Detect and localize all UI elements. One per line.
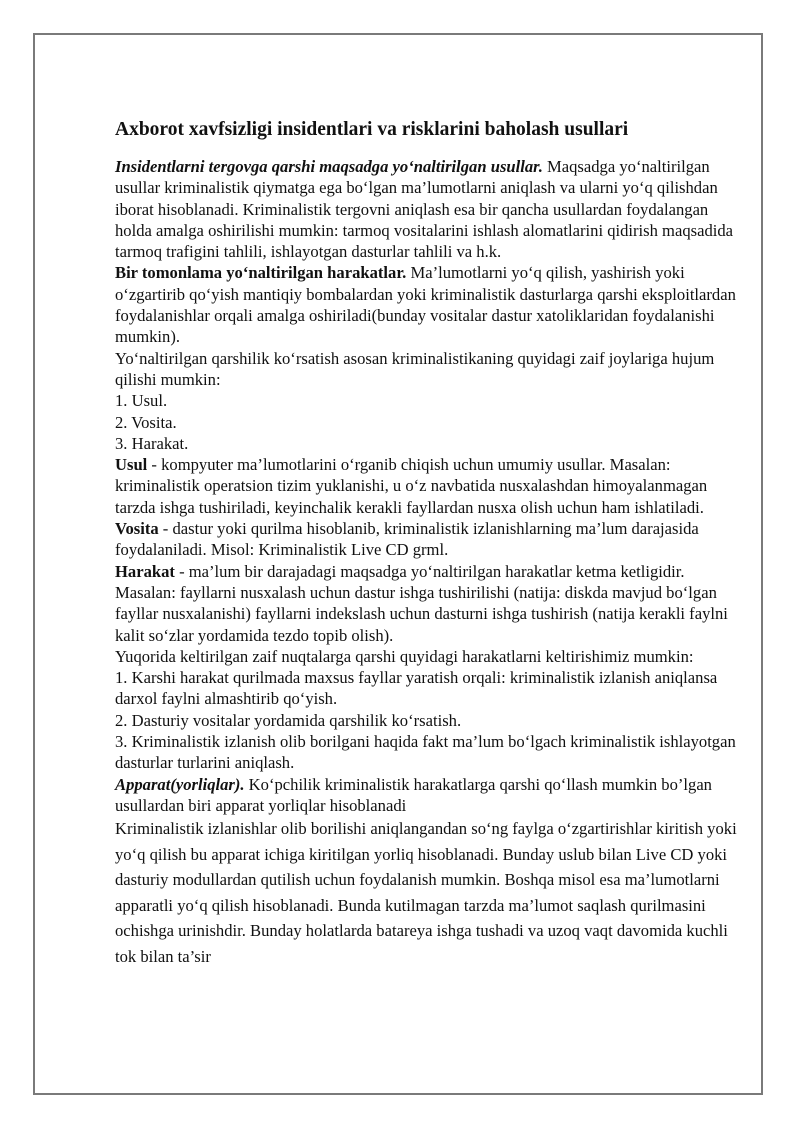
paragraph-weak-points: Yo‘naltirilgan qarshilik ko‘rsatish asosan kriminalistikaning quyidagi zaif joylariga hujum qilishi mumkin:: [115, 348, 715, 389]
document-title: Axborot xavfsizligi insidentlari va risklarini baholash usullari: [115, 119, 629, 140]
paragraph-targeted-methods: [115, 156, 743, 262]
document-text: [115, 156, 743, 969]
list-item: 2. Vosita.: [115, 412, 177, 432]
list-item: 1. Karshi harakat qurilmada maxsus fayllar yaratish orqali: kriminalistik izlanish aniqlansa darxol faylni almashtirib qo‘yish.: [115, 668, 718, 709]
paragraph-usul: [115, 454, 743, 518]
text-usul: - kompyuter ma’lumotlarini o‘rganib chiqish uchun umumiy usullar. Masalan: kriminalistik operatsion tizim yuklanishi, u o‘z navbatida nusxalashdan himoyalanmagan tarzda ishga tushiriladi, keyinchalik kerakli fayllardan nusxa olish uchun ham ishlatiladi.: [115, 455, 708, 517]
heading-one-sided-actions: Bir tomonlama yo‘naltirilgan harakatlar.: [115, 263, 407, 283]
list-item: 3. Harakat.: [115, 433, 189, 453]
paragraph-apparat: [115, 774, 743, 817]
heading-apparat: Apparat(yorliqlar).: [115, 774, 245, 794]
list-item: 1. Usul.: [115, 391, 168, 411]
list-item: 3. Kriminalistik izlanish olib borilgani haqida fakt ma’lum bo‘lgach kriminalistik ishlayotgan dasturlar turlarini aniqlash.: [115, 732, 736, 773]
term-harakat: Harakat: [115, 561, 175, 581]
paragraph-hardware-labels: Kriminalistik izlanishlar olib borilishi aniqlangandan so‘ng faylga o‘zgartirishlar kiritish yoki yo‘q qilish bu apparat ichiga kiritilgan yorliq hisoblanadi. Bunday uslub bilan Live CD yoki dasturiy modullardan qutilish uchun foydalanish mumkin. Boshqa misol esa ma’lumotlarni apparatli yo‘q qilish hisoblanadi. Bunda kutilmagan tarzda ma’lumot saqlash qurilmasini ochishga urinishdir. Bunday holatlarda batareya ishga tushadi va uzoq vaqt davomida kuchli tok bilan ta’sir: [115, 819, 737, 966]
document-body: [115, 118, 743, 969]
paragraph-harakat: [115, 561, 743, 646]
paragraph-one-sided-actions: [115, 262, 743, 347]
paragraph-countermeasures: Yuqorida keltirilgan zaif nuqtalarga qarshi quyidagi harakatlarni keltirishimiz mumkin:: [115, 646, 694, 666]
heading-targeted-methods: Insidentlarni tergovga qarshi maqsadga yo‘naltirilgan usullar.: [115, 157, 543, 176]
term-usul: Usul: [115, 455, 148, 475]
text-apparat: Ko‘pchilik kriminalistik harakatlarga qarshi qo‘llash mumkin bo’lgan usullardan biri apparat yorliqlar hisoblanadi: [115, 774, 712, 815]
term-vosita: Vosita: [115, 519, 159, 539]
list-item: 2. Dasturiy vositalar yordamida qarshilik ko‘rsatish.: [115, 710, 462, 730]
text-one-sided-actions: Ma’lumotlarni yo‘q qilish, yashirish yoki o‘zgartirib qo‘yish mantiqiy bombalardan yoki kriminalistik dasturlarga qarshi eksploitlardan foydalanishlar orqali amalga oshiriladi(bunday vositalar dastur xatoliklaridan foydalanishi mumkin).: [115, 263, 736, 347]
text-targeted-methods: Maqsadga yo‘naltirilgan usullar kriminalistik qiymatga ega bo‘lgan ma’lumotlarni aniqlash va ularni yo‘q qilishdan iborat hisoblanadi. Kriminalistik tergovni aniqlash esa bir qancha usullardan foydalangan holda amalga oshirilishi mumkin: tarmoq vositalarini ishlash alomatlarini qidirish maqsadida tarmoq trafigini tahlili, ishlayotgan dasturlar tahlili va h.k.: [115, 157, 734, 262]
paragraph-vosita: [115, 518, 743, 561]
text-vosita: - dastur yoki qurilma hisoblanib, kriminalistik izlanishlarning ma’lum darajasida foydalaniladi. Misol: Kriminalistik Live CD grml.: [115, 519, 699, 560]
text-harakat: - ma’lum bir darajadagi maqsadga yo‘naltirilgan harakatlar ketma ketligidir. Masalan: fayllarni nusxalash uchun dastur ishga tushirilishi (natija: diskda mavjud bo‘lgan fayllar nusxalanishi) fayllarni indekslash uchun dasturni ishga tushirish (natija kerakli faylni kalit so‘zlar yordamida tezdo topib olish).: [115, 561, 728, 645]
